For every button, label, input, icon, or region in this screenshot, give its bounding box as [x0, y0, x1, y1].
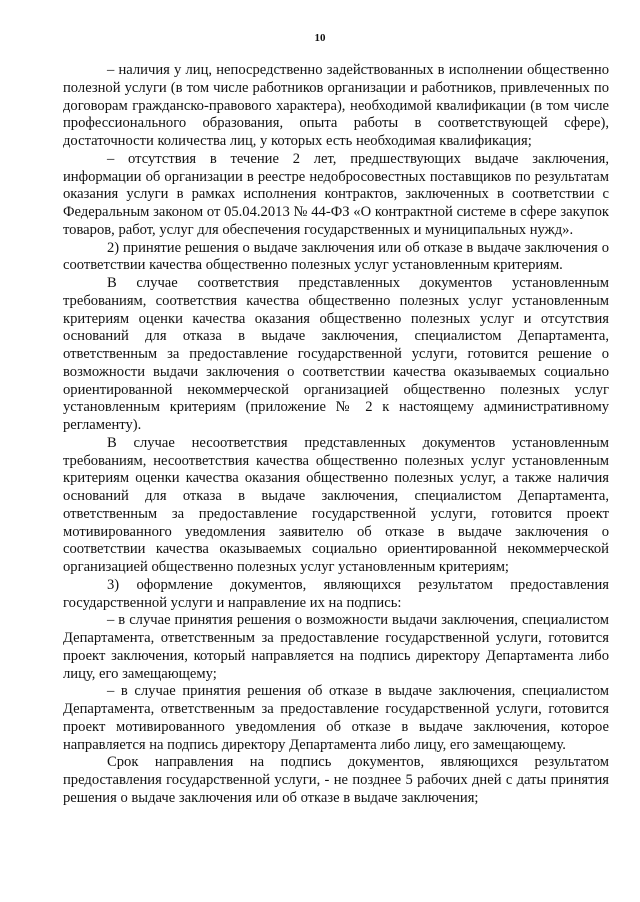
document-body — [63, 62, 609, 808]
paragraph-decision-step: 2) принятие решения о выдаче заключения или об отказе в выдаче заключения о соответствии качества общественно полезных услуг установленным критериям. — [63, 239, 609, 274]
paragraph-compliance-case: В случае соответствия представленных документов установленным требованиям, соответствия качества общественно полезных услуг установленным критериям оценки качества оказания общественно полезных услуг и отсутствия оснований для отказа в выдаче заключения, специалистом Департамента, ответственным за предоставление государственной услуги, готовится решение о возможности выдачи заключения о соответствии качества оказываемых социально ориентированной некоммерческой организацией общественно полезных услуг установленным критериям (приложение № 2 к настоящему административному регламенту). — [63, 275, 609, 433]
paragraph-refusal-draft: – в случае принятия решения об отказе в выдаче заключения, специалистом Департамента, ответственным за предоставление государственной услуги, готовится проект мотивированного уведомления об отказе в выдаче заключения, которое направляется на подпись директору Департамента либо лицу, его замещающему. — [63, 683, 609, 753]
paragraph-documents-step: 3) оформление документов, являющихся результатом предоставления государственной услуги и направление их на подпись: — [63, 576, 609, 611]
paragraph-unreliable-suppliers-criterion: – отсутствия в течение 2 лет, предшествующих выдаче заключения, информации об организации в реестре недобросовестных поставщиков по результатам оказания услуги в рамках исполнения контрактов, заключенных в соответствии с Федеральным законом от 05.04.2013 № 44-ФЗ «О контрактной системе в сфере закупок товаров, работ, услуг для обеспечения государственных и муниципальных нужд». — [63, 150, 609, 238]
paragraph-qualification-criterion: – наличия у лиц, непосредственно задействованных в исполнении общественно полезной услуги (в том числе работников организации и работников, привлеченных по договорам гражданско-правового характера), необходимой квалификации (в том числе профессионального образования, опыта работы в соответствующей сфере), достаточности количества лиц, у которых есть необходимая квалификация; — [63, 62, 609, 149]
page-number: 10 — [314, 32, 326, 44]
paragraph-approval-draft: – в случае принятия решения о возможности выдачи заключения, специалистом Департамента, ответственным за предоставление государственной услуги, готовится проект заключения, который направляется на подпись директору Департамента либо лицу, его замещающему; — [63, 612, 609, 682]
paragraph-signing-deadline: Срок направления на подпись документов, являющихся результатом предоставления государственной услуги, - не позднее 5 рабочих дней с даты принятия решения о выдаче заключения или об отказе в выдаче заключения; — [63, 754, 609, 806]
paragraph-noncompliance-case: В случае несоответствия представленных документов установленным требованиям, несоответствия качества общественно полезных услуг установленным критериям оценки качества оказания общественно полезных услуг, а также наличия оснований для отказа в выдаче заключения, специалистом Департамента, ответственным за предоставление государственной услуги, готовится проект мотивированного уведомления заявителю об отказе в выдаче заключения о соответствии качества оказываемых социально ориентированной некоммерческой организацией общественно полезных услуг установленным критериям; — [63, 434, 609, 575]
